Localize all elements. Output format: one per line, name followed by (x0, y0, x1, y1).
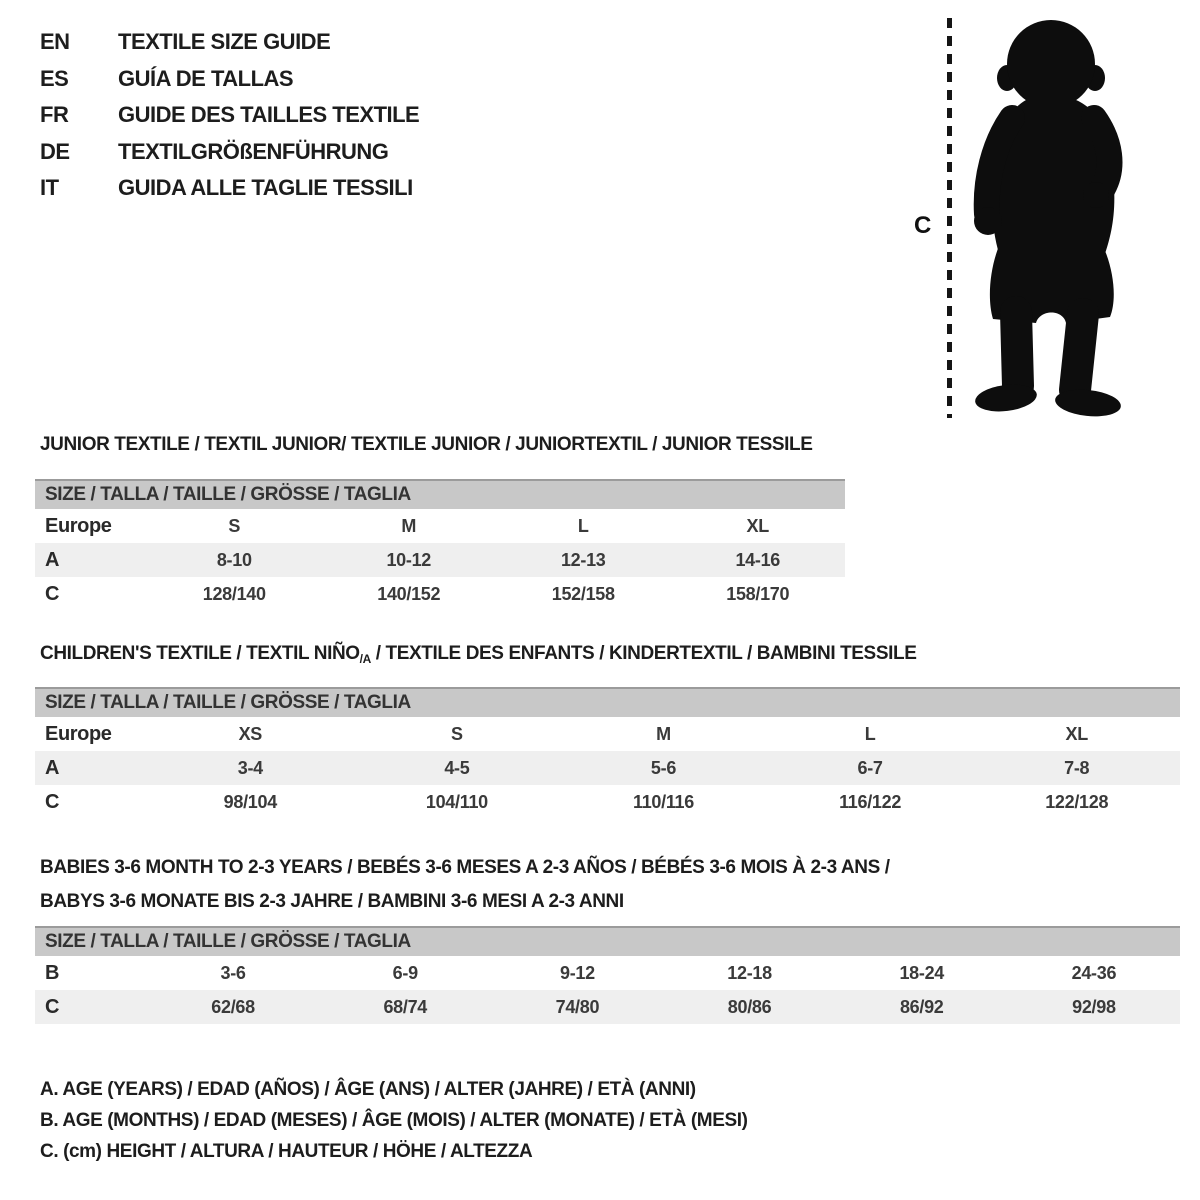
age-cell: 7-8 (1064, 757, 1090, 778)
size-table-header-bar (35, 926, 1180, 956)
row-label: C (45, 995, 60, 1018)
language-title-list (40, 24, 419, 207)
size-header-label: SIZE / TALLA / TAILLE / GRÖSSE / TAGLIA (45, 484, 411, 505)
measure-label-c: C (914, 212, 932, 239)
language-code: IT (40, 175, 59, 201)
row-label: A (45, 756, 60, 779)
months-cell: 6-9 (392, 962, 418, 983)
children-title-subscript: /A (359, 652, 371, 666)
baby-silhouette-icon (962, 14, 1142, 420)
row-label: A (45, 548, 60, 571)
language-title: GUÍA DE TALLAS (118, 65, 294, 91)
babies-title-line2: BABYS 3-6 MONATE BIS 2-3 JAHRE / BAMBINI 3-6 MESI A 2-3 ANNI (40, 891, 624, 912)
height-cell: 86/92 (899, 996, 944, 1017)
height-measure-dashed-line (947, 18, 952, 418)
table-row-age (35, 543, 845, 577)
table-row-height (35, 577, 845, 611)
language-row-de (40, 134, 419, 171)
height-cell: 98/104 (223, 791, 277, 812)
months-cell: 3-6 (220, 962, 246, 983)
size-cell: S (451, 723, 463, 744)
height-cell: 152/158 (551, 583, 615, 604)
size-header-label: SIZE / TALLA / TAILLE / GRÖSSE / TAGLIA (45, 692, 411, 713)
height-cell: 92/98 (1072, 996, 1116, 1017)
table-row-age (35, 751, 1180, 785)
table-row-europe (35, 509, 845, 543)
age-cell: 14-16 (735, 549, 781, 570)
height-cell: 104/110 (425, 791, 488, 812)
table-row-height (35, 990, 1180, 1024)
size-cell: L (864, 723, 876, 744)
language-title: GUIDE DES TAILLES TEXTILE (118, 102, 420, 128)
size-table-header-bar (35, 687, 1180, 717)
children-title-main: CHILDREN'S TEXTILE / TEXTIL NIÑO (40, 643, 360, 664)
row-label: C (45, 790, 60, 813)
age-cell: 6-7 (857, 757, 883, 778)
table-row-months (35, 956, 1180, 990)
height-cell: 116/122 (839, 791, 902, 812)
language-code: DE (40, 138, 70, 164)
age-cell: 12-13 (560, 549, 606, 570)
table-row-height (35, 785, 1180, 819)
language-row-es (40, 61, 419, 98)
legend-line-a: A. AGE (YEARS) / EDAD (AÑOS) / ÂGE (ANS) / ALTER (JAHRE) / ETÀ (ANNI) (40, 1078, 696, 1100)
size-table-header-bar (35, 479, 845, 509)
row-label: Europe (45, 514, 112, 537)
row-label: Europe (45, 722, 112, 745)
height-cell: 140/152 (377, 583, 441, 604)
language-row-fr (40, 97, 419, 134)
size-cell: L (577, 515, 589, 536)
size-cell: XL (1065, 723, 1088, 744)
language-row-it (40, 170, 419, 207)
measurement-legend (40, 1074, 748, 1167)
age-cell: 5-6 (650, 757, 677, 778)
table-row-europe (35, 717, 1180, 751)
language-row-en (40, 24, 419, 61)
age-cell: 8-10 (216, 549, 252, 570)
size-cell: M (656, 723, 671, 744)
language-code: FR (40, 102, 69, 128)
size-cell: XL (746, 515, 769, 536)
language-code: ES (40, 65, 69, 91)
language-title: TEXTILE SIZE GUIDE (118, 29, 331, 55)
height-cell: 122/128 (1045, 791, 1109, 812)
junior-size-table (35, 479, 845, 611)
children-section-title (40, 643, 916, 666)
months-cell: 24-36 (1071, 962, 1117, 983)
babies-size-table (35, 926, 1180, 1024)
language-code: EN (40, 29, 70, 55)
row-label: B (45, 961, 60, 984)
size-cell: XS (238, 723, 262, 744)
months-cell: 9-12 (560, 962, 595, 983)
size-header-label: SIZE / TALLA / TAILLE / GRÖSSE / TAGLIA (45, 931, 411, 952)
row-label: C (45, 582, 60, 605)
legend-line-b: B. AGE (MONTHS) / EDAD (MESES) / ÂGE (MOIS) / ALTER (MONATE) / ETÀ (MESI) (40, 1109, 748, 1131)
language-title: GUIDA ALLE TAGLIE TESSILI (118, 175, 413, 201)
height-cell: 128/140 (202, 583, 266, 604)
children-size-table (35, 687, 1180, 819)
children-title-rest: / TEXTILE DES ENFANTS / KINDERTEXTIL / BAMBINI TESSILE (370, 643, 917, 664)
height-cell: 74/80 (555, 996, 600, 1017)
age-cell: 3-4 (237, 757, 263, 778)
height-cell: 80/86 (727, 996, 772, 1017)
babies-title-line1: BABIES 3-6 MONTH TO 2-3 YEARS / BEBÉS 3-6 MESES A 2-3 AÑOS / BÉBÉS 3-6 MOIS À 2-3 ANS / (40, 857, 890, 878)
age-cell: 10-12 (386, 549, 432, 570)
height-cell: 62/68 (211, 996, 255, 1017)
months-cell: 18-24 (899, 962, 945, 983)
babies-section-title (40, 851, 890, 919)
size-cell: M (401, 515, 417, 536)
months-cell: 12-18 (727, 962, 772, 983)
language-title: TEXTILGRÖßENFÜHRUNG (118, 138, 389, 164)
height-cell: 158/170 (726, 583, 790, 604)
junior-section-title: JUNIOR TEXTILE / TEXTIL JUNIOR/ TEXTILE JUNIOR / JUNIORTEXTIL / JUNIOR TESSILE (40, 434, 813, 455)
legend-line-c: C. (cm) HEIGHT / ALTURA / HAUTEUR / HÖHE / ALTEZZA (40, 1140, 533, 1162)
age-cell: 4-5 (444, 757, 470, 778)
height-cell: 110/116 (633, 791, 694, 812)
height-cell: 68/74 (383, 996, 428, 1017)
size-cell: S (228, 515, 241, 536)
